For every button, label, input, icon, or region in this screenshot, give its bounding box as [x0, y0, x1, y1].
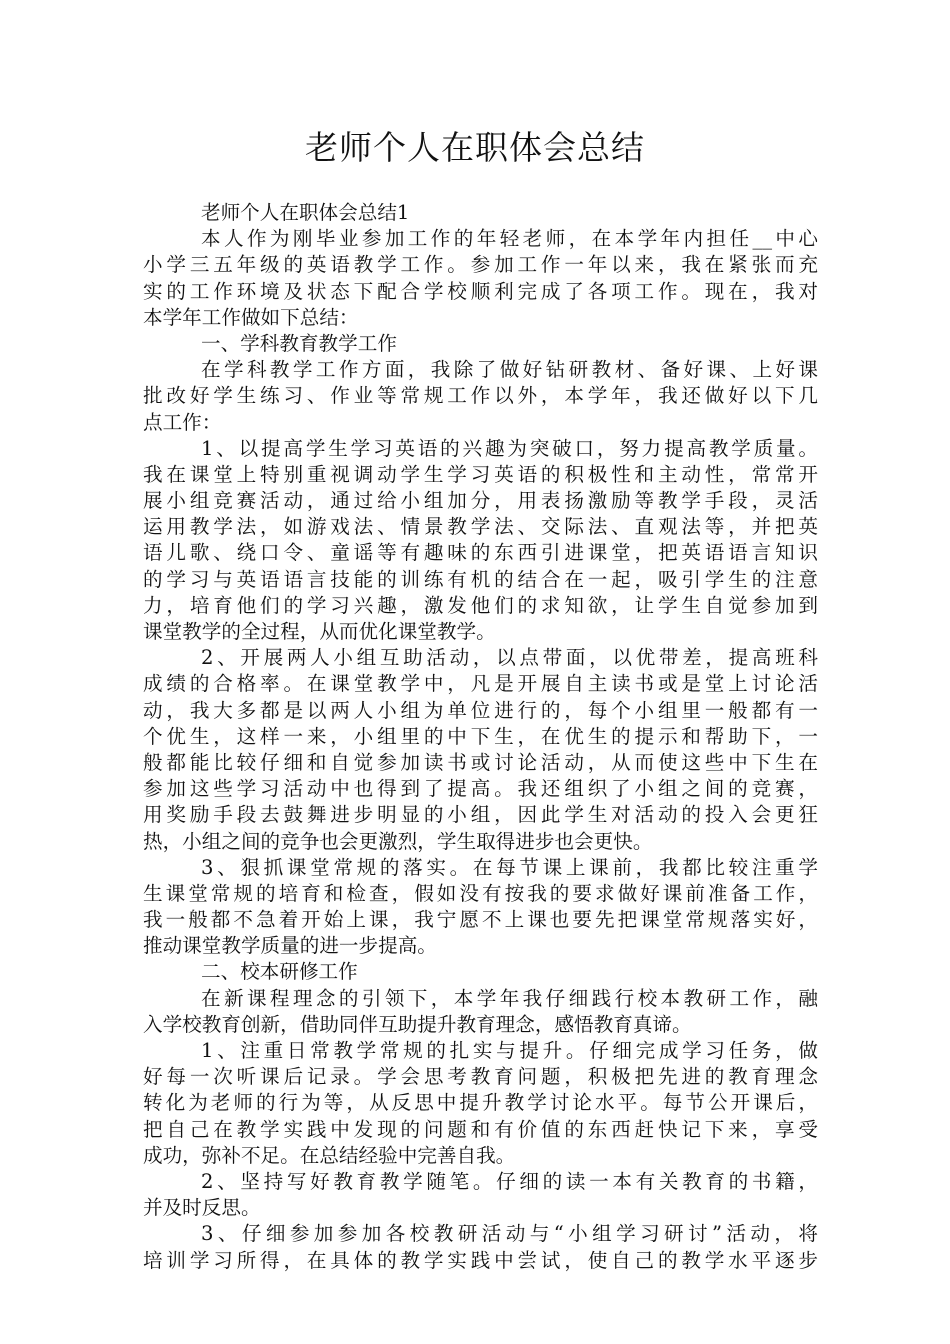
text-line: 把自己在教学实践中发现的问题和有价值的东西赶快记下来，享受 [143, 1117, 818, 1141]
text-line: 的学习与英语语言技能的训练有机的结合在一起，吸引学生的注意 [143, 567, 818, 591]
text-line: 3、仔细参加参加各校教研活动与“小组学习研讨”活动，将 [201, 1222, 818, 1246]
text-line: 二、校本研修工作 [201, 960, 358, 984]
document-body [143, 200, 818, 1274]
text-line: 语儿歌、绕口令、童谣等有趣味的东西引进课堂，把英语语言知识 [143, 541, 818, 565]
text-line: 我在课堂上特别重视调动学生学习英语的积极性和主动性，常常开 [143, 462, 818, 486]
text-line: 2、开展两人小组互助活动，以点带面，以优带差，提高班科 [201, 646, 818, 670]
text-line: 运用教学法，如游戏法、情景教学法、交际法、直观法等，并把英 [143, 515, 818, 539]
text-line: 一、学科教育教学工作 [201, 331, 397, 355]
text-line: 老师个人在职体会总结1 [201, 201, 410, 224]
text-line: 1、注重日常教学常规的扎实与提升。仔细完成学习任务，做 [201, 1039, 818, 1062]
text-line: 成绩的合格率。在课堂教学中，凡是开展自主读书或是堂上讨论活 [143, 672, 818, 696]
text-line: 在学科教学工作方面，我除了做好钻研教材、备好课、上好课 [201, 358, 818, 382]
text-line: 好每一次听课后记录。学会思考教育问题，积极把先进的教育理念 [143, 1065, 818, 1089]
text-line: 力，培育他们的学习兴趣，激发他们的求知欲，让学生自觉参加到 [143, 593, 818, 617]
text-line: 我一般都不急着开始上课，我宁愿不上课也要先把课堂常规落实好， [143, 908, 818, 932]
text-line: 入学校教育创新，借助同伴互助提升教育理念，感悟教育真谛。 [143, 1012, 692, 1036]
text-line: 参加这些学习活动中也得到了提高。我还组织了小组之间的竞赛， [143, 777, 818, 801]
text-line: 并及时反思。 [143, 1196, 261, 1220]
text-line: 培训学习所得，在具体的教学实践中尝试，使自己的教学水平逐步 [143, 1248, 818, 1272]
text-line: 用奖励手段去鼓舞进步明显的小组，因此学生对活动的投入会更狂 [143, 803, 818, 827]
text-line: 展小组竞赛活动，通过给小组加分，用表扬激励等教学手段，灵活 [143, 489, 818, 513]
text-line: 课堂教学的全过程，从而优化课堂教学。 [143, 620, 496, 643]
text-line: 本学年工作做如下总结： [143, 305, 359, 329]
text-line: 实的工作环境及状态下配合学校顺利完成了各项工作。现在，我对 [143, 279, 818, 303]
text-line: 1、以提高学生学习英语的兴趣为突破口，努力提高教学质量。 [201, 436, 818, 460]
text-line: 批改好学生练习、作业等常规工作以外，本学年，我还做好以下几 [143, 384, 818, 408]
document-title: 老师个人在职体会总结 [305, 128, 645, 167]
text-line: 2、坚持写好教育教学随笔。仔细的读一本有关教育的书籍， [201, 1169, 818, 1193]
text-line: 生课堂常规的培育和检查，假如没有按我的要求做好课前准备工作， [143, 881, 818, 905]
text-line: 推动课堂教学质量的进一步提高。 [143, 934, 437, 958]
text-line: 本人作为刚毕业参加工作的年轻老师，在本学年内担任__中心 [201, 227, 818, 251]
text-line: 般都能比较仔细和自觉参加读书或讨论活动，从而使这些中下生在 [143, 750, 818, 774]
text-line: 点工作： [143, 410, 222, 434]
text-line: 动，我大多都是以两人小组为单位进行的，每个小组里一般都有一 [143, 698, 818, 722]
text-line: 个优生，这样一来，小组里的中下生，在优生的提示和帮助下，一 [143, 724, 818, 748]
text-line: 在新课程理念的引领下，本学年我仔细践行校本教研工作，融 [201, 986, 818, 1010]
text-line: 转化为老师的行为等，从反思中提升教学讨论水平。每节公开课后， [143, 1091, 818, 1115]
text-line: 小学三五年级的英语教学工作。参加工作一年以来，我在紧张而充 [143, 253, 818, 277]
text-line: 热，小组之间的竞争也会更激烈，学生取得进步也会更快。 [143, 829, 653, 853]
text-line: 成功，弥补不足。在总结经验中完善自我。 [143, 1143, 516, 1167]
text-line: 3、狠抓课堂常规的落实。在每节课上课前，我都比较注重学 [201, 855, 818, 879]
